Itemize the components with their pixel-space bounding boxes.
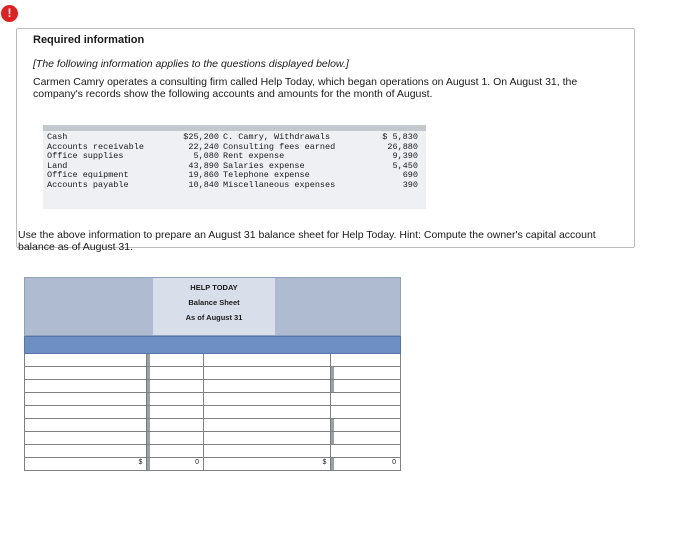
currency-symbol: $ xyxy=(138,459,143,466)
left-amount-input[interactable] xyxy=(147,380,204,392)
left-account-input[interactable] xyxy=(25,406,147,418)
left-account-input[interactable] xyxy=(25,393,147,405)
account-amount: $ 5,830 xyxy=(382,132,418,142)
total-row xyxy=(24,458,401,471)
balance-sheet-header-stripe xyxy=(24,336,401,354)
statement-date: As of August 31 xyxy=(185,313,243,322)
currency-symbol: $ xyxy=(322,459,327,466)
account-amount: 390 xyxy=(402,179,418,190)
left-account-names xyxy=(47,133,144,191)
total-assets-value: 0 xyxy=(195,459,200,466)
account-amount: $25,200 xyxy=(183,132,219,142)
account-name: Salaries expense xyxy=(223,160,305,171)
left-account-input[interactable] xyxy=(25,380,147,392)
account-name: Miscellaneous expenses xyxy=(223,179,336,190)
account-amount: 19,860 xyxy=(188,170,219,181)
total-assets-field[interactable] xyxy=(147,458,204,470)
left-amount-input[interactable] xyxy=(147,393,204,405)
right-account-input[interactable] xyxy=(204,419,331,431)
account-name: Accounts payable xyxy=(47,179,129,190)
left-account-input[interactable] xyxy=(25,367,147,379)
right-account-input[interactable] xyxy=(204,393,331,405)
required-info-title: Required information xyxy=(33,34,145,46)
total-label-cell xyxy=(204,458,331,470)
left-account-input[interactable] xyxy=(25,419,147,431)
right-account-input[interactable] xyxy=(204,445,331,457)
accounts-table xyxy=(43,125,426,209)
account-amount: 26,880 xyxy=(387,141,418,152)
left-amount-input[interactable] xyxy=(147,354,204,366)
balance-sheet-form xyxy=(24,277,401,471)
total-label-cell xyxy=(25,458,147,470)
account-name: Accounts receivable xyxy=(47,141,144,152)
right-amount-input[interactable] xyxy=(331,406,400,418)
account-amount: 9,390 xyxy=(392,151,418,162)
table-row xyxy=(24,367,401,380)
table-row xyxy=(24,380,401,393)
table-row xyxy=(24,419,401,432)
right-account-names xyxy=(223,133,335,191)
total-liabilities-equity-value: 0 xyxy=(392,459,397,466)
table-row xyxy=(24,354,401,367)
problem-intro: Carmen Camry operates a consulting firm called Help Today, which began operations on August 1. On August 31, the company's records show the following accounts and amounts for the month of August. xyxy=(33,76,578,100)
right-amount-input[interactable] xyxy=(331,367,400,379)
balance-sheet-title-block xyxy=(153,278,275,335)
account-name: Telephone expense xyxy=(223,170,310,181)
table-row xyxy=(24,432,401,445)
right-amount-input[interactable] xyxy=(331,419,400,431)
left-amount-input[interactable] xyxy=(147,367,204,379)
account-name: Office equipment xyxy=(47,170,129,181)
required-info-panel xyxy=(16,28,635,248)
account-amount: 5,450 xyxy=(392,160,418,171)
right-amount-input[interactable] xyxy=(331,445,400,457)
left-account-amounts xyxy=(183,133,219,191)
right-amount-input[interactable] xyxy=(331,354,400,366)
balance-sheet-header xyxy=(24,277,401,336)
right-account-input[interactable] xyxy=(204,367,331,379)
instruction-text: Use the above information to prepare an August 31 balance sheet for Help Today. Hint: Compute the owner's capital account balance as of August 31. xyxy=(18,229,596,253)
account-amount: 43,890 xyxy=(188,160,219,171)
right-amount-input[interactable] xyxy=(331,393,400,405)
left-amount-input[interactable] xyxy=(147,432,204,444)
left-amount-input[interactable] xyxy=(147,419,204,431)
balance-sheet-grid xyxy=(24,354,401,471)
table-row xyxy=(24,445,401,458)
left-account-input[interactable] xyxy=(25,432,147,444)
right-amount-input[interactable] xyxy=(331,380,400,392)
right-account-input[interactable] xyxy=(204,432,331,444)
account-amount: 22,240 xyxy=(188,141,219,152)
table-row xyxy=(24,406,401,419)
company-name: HELP TODAY xyxy=(190,283,238,292)
right-account-amounts xyxy=(382,133,418,191)
right-amount-input[interactable] xyxy=(331,432,400,444)
account-name: Rent expense xyxy=(223,151,285,162)
left-amount-input[interactable] xyxy=(147,445,204,457)
statement-name: Balance Sheet xyxy=(188,298,240,307)
account-amount: 5,080 xyxy=(193,151,219,162)
account-name: C. Camry, Withdrawals xyxy=(223,132,331,142)
left-account-input[interactable] xyxy=(25,354,147,366)
alert-icon: ! xyxy=(1,5,18,22)
right-account-input[interactable] xyxy=(204,406,331,418)
right-account-input[interactable] xyxy=(204,380,331,392)
account-name: Land xyxy=(47,160,68,171)
total-liabilities-equity-field[interactable] xyxy=(331,458,400,470)
account-amount: 10,840 xyxy=(188,179,219,190)
left-amount-input[interactable] xyxy=(147,406,204,418)
table-row xyxy=(24,393,401,406)
left-account-input[interactable] xyxy=(25,445,147,457)
right-account-input[interactable] xyxy=(204,354,331,366)
account-name: Cash xyxy=(47,132,68,142)
account-name: Consulting fees earned xyxy=(223,141,336,152)
account-name: Office supplies xyxy=(47,151,124,162)
account-amount: 690 xyxy=(402,170,418,181)
required-info-note: [The following information applies to the questions displayed below.] xyxy=(33,58,349,70)
